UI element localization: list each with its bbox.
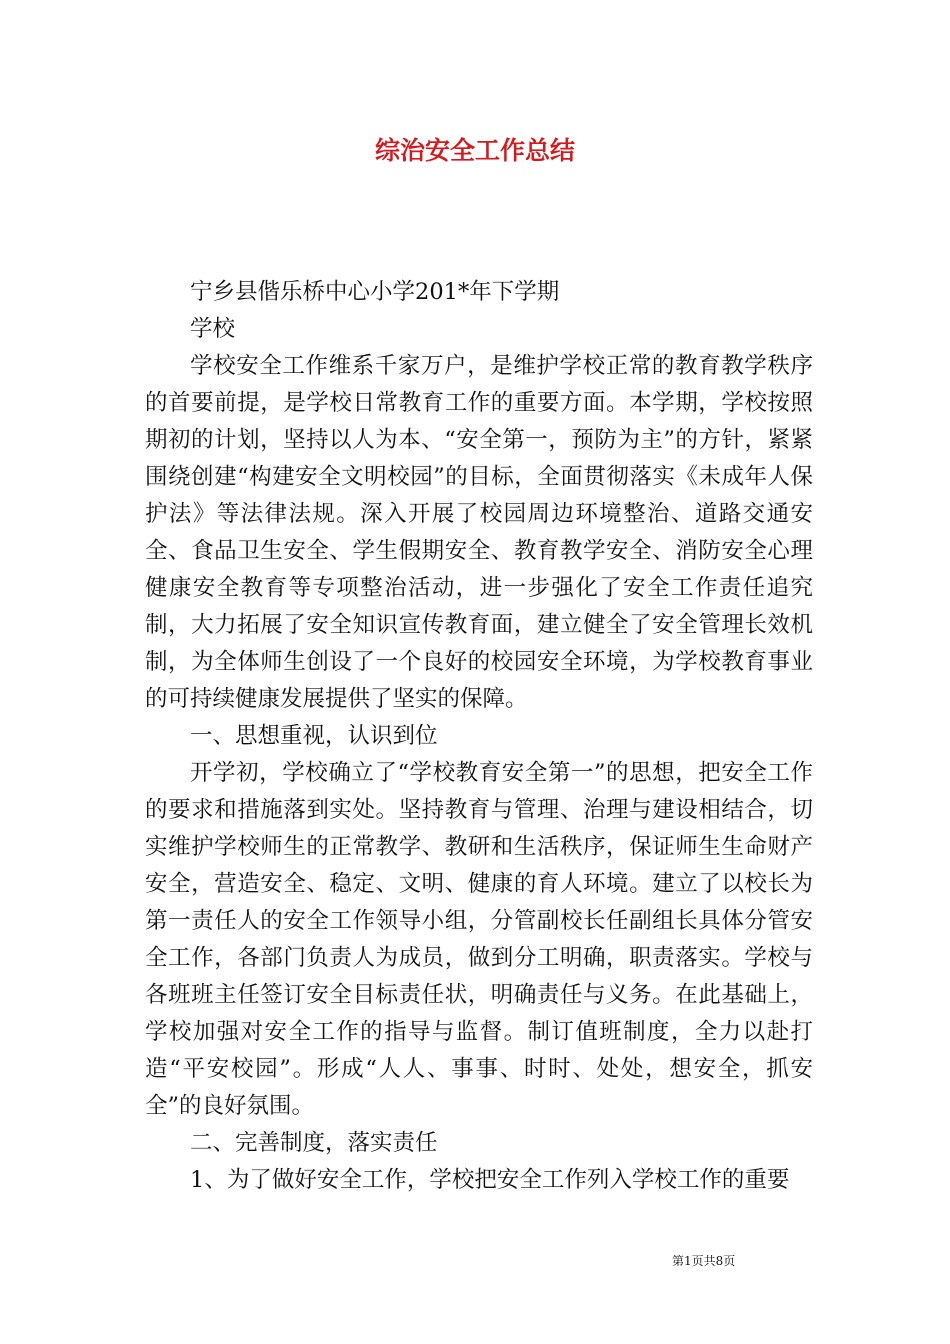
page-number-footer: 第1页共8页 — [672, 1254, 736, 1268]
document-body — [145, 274, 813, 1199]
document-title: 综治安全工作总结 — [374, 136, 575, 165]
section-2-paragraph: 1、为了做好安全工作，学校把安全工作列入学校工作的重要 — [190, 1167, 790, 1193]
section-heading-1: 一、思想重视，认识到位 — [190, 723, 438, 749]
section-heading-2: 二、完善制度，落实责任 — [190, 1130, 438, 1156]
school-name-line: 宁乡县偕乐桥中心小学201*年下学期 — [190, 279, 560, 305]
intro-paragraph: 学校安全工作维系千家万户，是维护学校正常的教育教学秩序的首要前提，是学校日常教育工作的重要方面。本学期，学校按照期初的计划，坚持以人为本、“安全第一，预防为主”的方针，紧紧围绕创建“构建安全文明校园”的目标，全面贯彻落实《未成年人保护法》等法律法规。深入开展了校园周边环境整治、道路交通安全、食品卫生安全、学生假期安全、教育教学安全、消防安全心理健康安全教育等专项整治活动，进一步强化了安全工作责任追究制，大力拓展了安全知识宣传教育面，建立健全了安全管理长效机制，为全体师生创设了一个良好的校园安全环境，为学校教育事业的可持续健康发展提供了坚实的保障。 — [145, 353, 813, 712]
author-line: 学校 — [190, 316, 236, 342]
section-1-paragraph: 开学初，学校确立了“学校教育安全第一”的思想，把安全工作的要求和措施落到实处。坚持教育与管理、治理与建设相结合，切实维护学校师生的正常教学、教研和生活秩序，保证师生生命财产安全，营造安全、稳定、文明、健康的育人环境。建立了以校长为第一责任人的安全工作领导小组，分管副校长任副组长具体分管安全工作，各部门负责人为成员，做到分工明确，职责落实。学校与各班班主任签订安全目标责任状，明确责任与义务。在此基础上，学校加强对安全工作的指导与监督。制订值班制度，全力以赴打造“平安校园”。形成“人人、事事、时时、处处，想安全，抓安全”的良好氛围。 — [145, 760, 813, 1119]
